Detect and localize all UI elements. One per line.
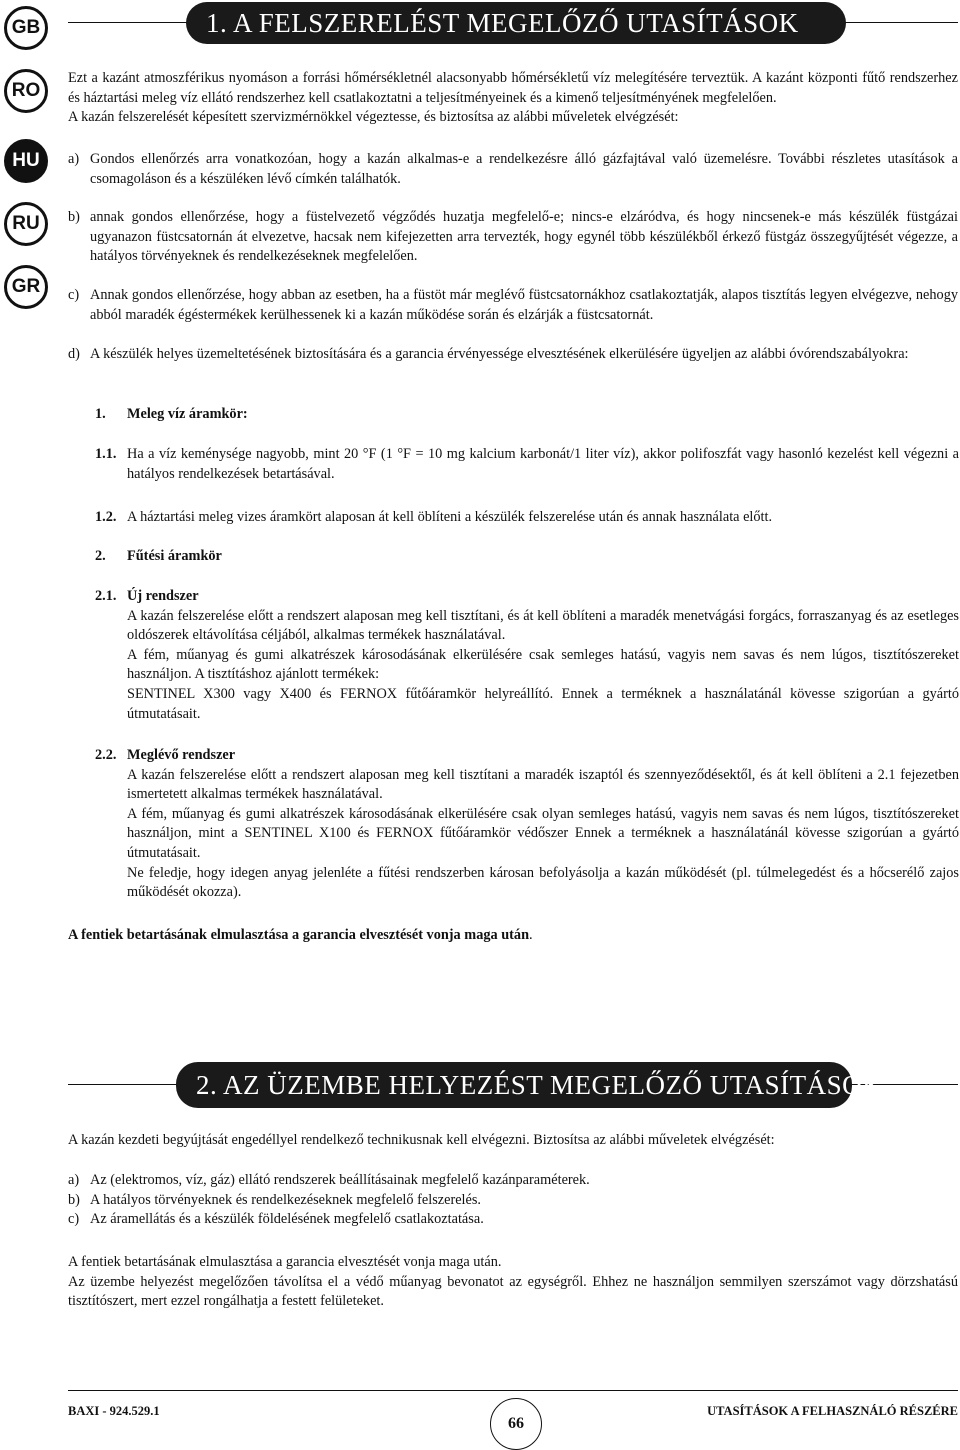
subsection-2-2-title: Meglévő rendszer (127, 747, 236, 763)
list-item-text: Az (elektromos, víz, gáz) ellátó rendszerek beállításainak megfelelő kazánparaméterek. (90, 1172, 590, 1188)
section-2-note: Az üzembe helyezést megelőzően távolítsa el a védő műanyag bevonatot az egységről. Ehhez ne használjon semmilyen szerszámot vagy dörzshatású tisztítószert, mert ezzel rongálhatja a festett felületeket. (68, 1273, 958, 1310)
list-item-text: A hatályos törvényeknek és rendelkezéseknek megfelelő felszerelés. (90, 1191, 482, 1208)
footer-doc-code: BAXI - 924.529.1 (68, 1404, 160, 1418)
section-2-list-item (68, 1171, 958, 1191)
subsection-2-2-paragraph-3: Ne feledje, hogy idegen anyag jelenléte a fűtési rendszerben károsan befolyásolja a kazán működését (pl. túlmelegedést és a hőcserélő zajos működését okozza). (127, 864, 959, 901)
subsection-2-1-paragraph-2: A fém, műanyag és gumi alkatrészek károsodásának elkerülésére csak semleges hatású, vagyis nem savas és nem lúgos, tisztítószereket használjon. A tisztításhoz ajánlott termékek: (127, 646, 959, 683)
subsection-2-1-paragraph-3: SENTINEL X300 vagy X400 és FERNOX fűtőáramkör helyreállító. Ennek a terméknek a használatánál kövesse szigorúan a gyártó útmutatásait. (127, 685, 959, 722)
subsection-2-2-paragraph-1: A kazán felszerelése előtt a rendszert alaposan meg kell tisztítani a maradék iszaptól és szennyeződésektől, és át kell öblíteni a 2.1 fejezetben ismertetett alkalmas termékek használatával. (127, 766, 959, 803)
intro-paragraph-1: Ezt a kazánt atmoszférikus nyomáson a forrási hőmérsékletnél alacsonyabb hőmérsékletű víz melegítésére terveztük. A kazánt központi fűtő rendszerhez és háztartási meleg víz ellátó rendszerhez kell csatlakoztatni a teljesítményeinek és a kimenő teljesítményének megfelelően. (68, 70, 958, 106)
subsection-2-title: Fűtési áramkör (127, 548, 222, 564)
section-2-warning: A fentiek betartásának elmulasztása a garancia elvesztését vonja maga után. (68, 1254, 502, 1270)
section-2-intro-text: A kazán kezdeti begyújtását engedéllyel rendelkező technikusnak kell elvégezni. Biztosítsa az alábbi műveletek elvégzését: (68, 1132, 775, 1148)
subsection-1-2-text: A háztartási meleg vizes áramkört alaposan át kell öblíteni a készülék felszerelése után és annak használata előtt. (127, 509, 773, 525)
lang-badge-gb: GB (4, 6, 48, 50)
intro-paragraph-2: A kazán felszerelését képesített szervizmérnökkel végeztesse, és biztosítsa az alábbi műveletek elvégzését: (68, 109, 679, 126)
item-c (68, 286, 958, 325)
item-b-label: b) (68, 209, 80, 225)
subsection-2-number: 2. (95, 548, 106, 564)
section-2-closing (68, 1253, 958, 1312)
subsection-2-heading (95, 547, 959, 567)
subsection-2-1-title: Új rendszer (127, 588, 199, 604)
section-2-list-item (68, 1210, 958, 1230)
section-1-warning-end: . (529, 927, 533, 943)
lang-badge-ro: RO (4, 69, 48, 113)
item-d-text: A készülék helyes üzemeltetésének biztosítására és a garancia érvényessége elvesztésének elkerülésére ügyeljen az alábbi óvórendszabályokra: (90, 346, 909, 362)
subsection-2-1 (95, 587, 959, 724)
subsection-2-2-number: 2.2. (95, 747, 117, 763)
subsection-1-1 (95, 445, 959, 484)
subsection-1-number: 1. (95, 406, 106, 422)
section-2-title: 2. AZ ÜZEMBE HELYEZÉST MEGELŐZŐ UTASÍTÁSOK (176, 1062, 852, 1108)
item-d (68, 345, 958, 365)
list-item-label: b) (68, 1191, 80, 1208)
subsection-2-2-paragraph-2: A fém, műanyag és gumi alkatrészek károsodásának elkerülésére csak olyan semleges hatású, vagyis nem savas és nem lúgos, tisztítószereket használjon, mint a SENTINEL X100 és FERNOX fűtőáramkör védőszer Ennek a terméknek a használatánál kövesse szigorúan a gyártó útmutatásait. (127, 805, 959, 861)
section-1-header (68, 2, 958, 44)
lang-badge-gr: GR (4, 265, 48, 309)
section-2-list-item (68, 1191, 958, 1211)
subsection-1-2-number: 1.2. (95, 509, 117, 525)
subsection-2-1-number: 2.1. (95, 588, 117, 604)
section-2-header (68, 1062, 958, 1108)
item-a (68, 150, 958, 189)
section-2-intro (68, 1131, 958, 1151)
footer-rule (68, 1390, 958, 1391)
item-a-label: a) (68, 151, 80, 167)
subsection-1-1-number: 1.1. (95, 446, 117, 462)
list-item-label: a) (68, 1172, 80, 1188)
lang-badge-ru: RU (4, 202, 48, 246)
lang-badge-hu: HU (4, 139, 48, 183)
item-a-text: Gondos ellenőrzés arra vonatkozóan, hogy a kazán alkalmas-e a rendelkezésre álló gázfajtával való üzemelésre. További részletes utasítások a csomagoláson és a készüléken lévő címkén találhatók. (90, 151, 958, 187)
subsection-2-2 (95, 746, 959, 903)
section-1-warning-text: A fentiek betartásának elmulasztása a garancia elvesztését vonja maga után (68, 927, 530, 943)
subsection-1-1-text: Ha a víz keménysége nagyobb, mint 20 °F (1 °F = 10 mg kalcium karbonát/1 liter víz), akkor polifoszfát vagy hasonló kezelést kell végezni a hatályos rendelkezések betartásával. (127, 446, 959, 482)
section-1-intro (68, 69, 958, 128)
subsection-1-heading (95, 405, 959, 425)
section-1-warning (68, 926, 958, 946)
item-b-text: annak gondos ellenőrzése, hogy a füstelvezető végződés huzatja megfelelő-e; nincs-e elzáródva, és hogy nincsenek-e más készülék füstgázai ugyanazon füstcsatornán át elvezetve, hacsak nem kifejezetten arra tervezték, hogy egynél több készülékből érkező füstgáz összegyűjtését végezze, a hatályos törvényeknek és rendelkezéseknek megfelelően. (90, 209, 958, 265)
section-2-list (68, 1171, 958, 1230)
footer-section-title: UTASÍTÁSOK A FELHASZNÁLÓ RÉSZÉRE (707, 1404, 958, 1418)
page-number: 66 (490, 1398, 542, 1450)
section-1-title: 1. A FELSZERELÉST MEGELŐZŐ UTASÍTÁSOK (186, 2, 846, 44)
item-d-label: d) (68, 346, 80, 362)
subsection-2-1-paragraph-1: A kazán felszerelése előtt a rendszert alaposan meg kell tisztítani, és át kell öblíteni a maradék menetvágási forgács, forraszanyag és az esetleges oldószerek eltávolítása céljából, alkalmas termékek használatával. (127, 607, 959, 644)
item-b (68, 208, 958, 267)
list-item-label: c) (68, 1211, 80, 1228)
subsection-1-title: Meleg víz áramkör: (127, 406, 248, 422)
item-c-text: Annak gondos ellenőrzése, hogy abban az esetben, ha a füstöt már meglévő füstcsatornákhoz csatlakoztatják, alapos tisztítás legyen elvégezve, nehogy abból maradék égéstermékek kerülhessenek ki a kazán működése során és elzárják a füstcsatornát. (90, 287, 958, 323)
list-item-text: Az áramellátás és a készülék földelésének megfelelő csatlakoztatása. (90, 1211, 484, 1228)
subsection-1-2 (95, 508, 959, 528)
item-c-label: c) (68, 287, 80, 303)
